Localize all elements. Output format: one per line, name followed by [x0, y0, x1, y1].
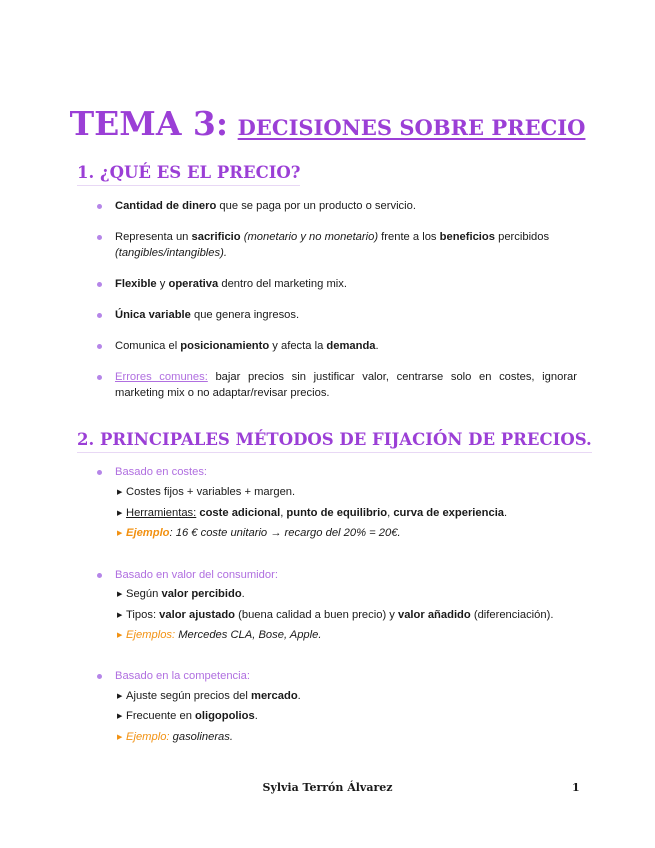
text: que se paga por un producto o servicio. — [216, 200, 416, 212]
text: que genera ingresos. — [190, 309, 300, 321]
bullet-item — [97, 307, 577, 323]
text: Ajuste según precios del — [126, 690, 252, 702]
method-label: Basado en valor del consumidor: — [115, 569, 278, 581]
text: Frecuente en — [126, 710, 196, 722]
text: y afecta la — [269, 340, 327, 352]
bold-text: punto de equilibrio — [286, 507, 388, 519]
bullet-dot-icon — [97, 344, 102, 349]
title-subtitle: DECISIONES SOBRE PRECIO — [237, 115, 586, 140]
bold-text: Cantidad de dinero — [115, 200, 217, 212]
italic-text: Mercedes CLA, Bose, Apple. — [175, 629, 322, 641]
sub-item — [117, 709, 258, 724]
triangle-right-icon: ▶ — [117, 734, 123, 741]
bullet-item — [97, 198, 577, 214]
example-label: Ejemplo: — [126, 731, 170, 743]
bullet-dot-icon — [97, 470, 102, 475]
text: percibidos — [494, 231, 550, 243]
bullet-dot-icon — [97, 674, 102, 679]
text: (buena calidad a buen precio) y — [235, 609, 398, 621]
text: , — [280, 507, 287, 519]
sub-item — [117, 506, 507, 521]
sub-item — [117, 485, 295, 500]
text: . — [241, 588, 245, 600]
bullet-item — [97, 229, 577, 261]
triangle-right-icon: ▶ — [117, 632, 123, 639]
bold-text: demanda — [326, 340, 376, 352]
bullet-dot-icon — [97, 235, 102, 240]
sub-item-example — [117, 730, 233, 745]
italic-text: 16 € coste unitario → recargo del 20% = 20€. — [172, 527, 401, 539]
text: . — [254, 710, 258, 722]
bold-text: oligopolios — [195, 710, 255, 722]
method-label: Basado en la competencia: — [115, 670, 250, 682]
italic-text: (monetario y no monetario) — [240, 231, 379, 243]
method-item — [97, 464, 577, 480]
text: Según — [126, 588, 162, 600]
sub-item-example — [117, 526, 401, 541]
bold-text: operativa — [168, 278, 219, 290]
section-1-heading: 1. ¿QUÉ ES EL PRECIO? — [77, 163, 300, 186]
method-item — [97, 567, 577, 583]
triangle-right-icon: ▶ — [117, 713, 123, 720]
bullet-dot-icon — [97, 375, 102, 380]
section-2-heading: 2. PRINCIPALES MÉTODOS DE FIJACIÓN DE PRECIOS. — [77, 430, 592, 453]
example-label: Ejemplo — [126, 527, 170, 539]
sub-item — [117, 587, 245, 602]
sub-item — [117, 608, 553, 623]
footer-author: Sylvia Terrón Álvarez — [262, 781, 393, 794]
document-title — [0, 104, 655, 143]
method-item — [97, 668, 577, 684]
method-label: Basado en costes: — [115, 466, 208, 478]
title-main: TEMA 3: — [69, 104, 229, 143]
text: . — [375, 340, 379, 352]
bullet-item — [97, 276, 577, 292]
bold-text: valor ajustado — [159, 609, 236, 621]
bold-text: coste adicional — [199, 507, 281, 519]
bullet-dot-icon — [97, 313, 102, 318]
sub-item — [117, 689, 301, 704]
bold-text: valor percibido — [161, 588, 242, 600]
triangle-right-icon: ▶ — [117, 612, 123, 619]
page-number: 1 — [572, 781, 580, 794]
triangle-right-icon: ▶ — [117, 591, 123, 598]
sub-item-example — [117, 628, 321, 643]
text: y — [156, 278, 169, 290]
errores-comunes-link[interactable]: Errores comunes: — [115, 371, 208, 383]
text: Tipos: — [126, 609, 160, 621]
italic-text: gasolineras. — [169, 731, 233, 743]
bold-text: Flexible — [115, 278, 157, 290]
bullet-dot-icon — [97, 573, 102, 578]
text: , — [387, 507, 394, 519]
text: Comunica el — [115, 340, 181, 352]
text: : — [169, 527, 173, 539]
italic-text: (tangibles/intangibles). — [115, 247, 227, 259]
triangle-right-icon: ▶ — [117, 489, 123, 496]
text: frente a los — [378, 231, 440, 243]
example-label: Ejemplos: — [126, 629, 176, 641]
text: (diferenciación). — [470, 609, 554, 621]
triangle-right-icon: ▶ — [117, 530, 123, 537]
text: . — [297, 690, 301, 702]
bold-text: curva de experiencia — [393, 507, 505, 519]
bold-text: sacrificio — [191, 231, 241, 243]
text: Costes fijos + variables + margen. — [126, 486, 296, 498]
triangle-right-icon: ▶ — [117, 693, 123, 700]
underlined-text: Herramientas: — [126, 507, 197, 519]
text: . — [504, 507, 508, 519]
bold-text: valor añadido — [397, 609, 471, 621]
bold-text: posicionamiento — [180, 340, 270, 352]
text: dentro del marketing mix. — [218, 278, 347, 290]
bullet-item — [97, 369, 577, 401]
bold-text: mercado — [251, 690, 298, 702]
text: Representa un — [115, 231, 192, 243]
text: bajar precios sin justificar valor, centrarse solo en costes, ignorar marketing mix o no adaptar/revisar precios. — [115, 371, 577, 399]
bullet-dot-icon — [97, 282, 102, 287]
bullet-item — [97, 338, 577, 354]
bold-text: beneficios — [439, 231, 495, 243]
triangle-right-icon: ▶ — [117, 510, 123, 517]
bullet-dot-icon — [97, 204, 102, 209]
bold-text: Única variable — [115, 309, 191, 321]
